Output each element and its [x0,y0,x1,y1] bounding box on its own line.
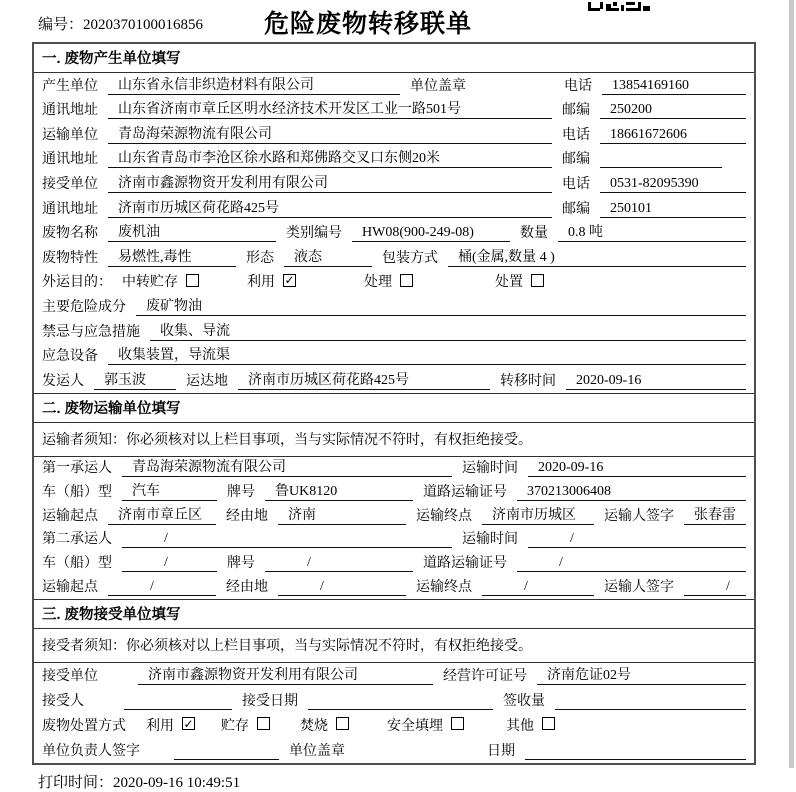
field-value: / [278,579,406,596]
field-label: 经由地 [226,579,268,595]
field-value: 济南 [278,504,406,525]
check-mark-icon: ✓ [284,273,295,288]
print-time-line [38,771,796,792]
field-value: HW08(900-249-08) [352,225,510,242]
form-row [34,98,754,123]
form-row [34,122,754,147]
field-label: 运输起点 [42,579,98,595]
section-heading-transporter: 二. 废物运输单位填写 [34,393,754,423]
form-row [34,368,754,393]
checkbox-label: 利用 [146,718,174,734]
field-value: 250101 [600,201,746,218]
field-value: / [122,555,217,572]
form-row [34,73,754,98]
field-value: 济南市历城区荷花路425号 [108,197,552,218]
form-row [34,688,754,713]
field-value: 250200 [600,102,746,119]
field-label: 邮编 [562,201,590,217]
field-label: 邮编 [562,152,590,168]
field-label: 运达地 [186,373,228,389]
field-label: 运输时间 [462,461,518,477]
checkbox-field [506,715,555,735]
checkbox-unchecked [186,274,199,287]
form-row [34,319,754,344]
section-heading-producer: 一. 废物产生单位填写 [34,44,754,73]
field-label: 废物特性 [42,250,98,266]
checkbox-unchecked [542,717,555,730]
field-value: / [108,579,216,596]
form-row [34,270,754,295]
field-label: 牌号 [227,556,255,572]
form-row [34,245,754,270]
form-row [34,221,754,246]
form-row [34,551,754,575]
field-label: 经营许可证号 [443,668,527,684]
checkbox-field [364,271,413,291]
field-label: 单位盖章 [289,743,345,759]
field-label: 通讯地址 [42,201,98,217]
field-label: 接受人 [42,693,84,709]
field-label: 第一承运人 [42,461,112,477]
form-row [34,528,754,552]
field-value: 2020-09-16 [566,373,746,390]
field-value: 济南市鑫源物资开发利用有限公司 [138,664,433,685]
field-value [600,151,722,168]
field-value: 370213006408 [517,484,746,501]
checkbox-field [495,271,544,291]
form-row [34,344,754,369]
checkbox-unchecked [257,717,270,730]
field-value: / [517,555,746,572]
field-value: 液态 [284,246,372,267]
form-row [34,294,754,319]
field-label: 外运目的： [42,275,112,291]
field-label: 废物名称 [42,226,98,242]
page-edge-strip [789,0,794,768]
field-value: 易燃性,毒性 [108,246,236,267]
checkbox-label: 中转贮存 [122,275,178,291]
section-receiver [34,599,754,763]
field-label: 车（船）型 [42,485,112,501]
field-value: 青岛海荣源物流有限公司 [122,456,452,477]
field-value: 济南市鑫源物资开发利用有限公司 [108,172,552,193]
field-value: 收集、导流 [150,320,746,341]
field-value: 废矿物油 [136,295,746,316]
field-label: 签收量 [503,693,545,709]
field-value: / [265,555,413,572]
checkbox-field [387,715,464,735]
checkbox-label: 其他 [506,718,534,734]
field-label: 电话 [564,78,592,94]
field-value [174,743,279,760]
checkbox-field [146,715,195,735]
document-title: 危险废物转移联单 [263,10,472,38]
field-label: 单位盖章 [410,78,466,94]
field-label: 禁忌与应急措施 [42,324,140,340]
form-row [34,196,754,221]
field-value [308,693,493,710]
field-label: 应急设备 [42,349,98,365]
print-time-value: 2020-09-16 10:49:51 [113,774,241,791]
field-label: 第二承运人 [42,532,112,548]
field-label: 主要危险成分 [42,299,126,315]
checkbox-field [122,271,199,291]
field-label: 经由地 [226,508,268,524]
checkbox-label: 安全填埋 [387,718,443,734]
field-value: 汽车 [122,480,217,501]
field-label: 牌号 [227,485,255,501]
field-value: 济南危证02号 [537,664,746,685]
field-value: 青岛海荣源物流有限公司 [108,123,552,144]
print-time-label: 打印时间： [38,774,114,791]
field-value: 废机油 [108,221,276,242]
field-value: 2020-09-16 [528,460,746,477]
field-value: 桶(金属,数量 4 ) [448,246,746,267]
form-row [34,713,754,738]
checkbox-label: 利用 [247,275,275,291]
check-mark-icon: ✓ [183,716,194,731]
section-transporter [34,393,754,599]
field-value: / [122,531,452,548]
form-row [34,738,754,763]
field-label: 转移时间 [500,373,556,389]
form-row [34,663,754,688]
field-label: 车（船）型 [42,556,112,572]
field-label: 接受单位 [42,668,98,684]
field-value: 18661672606 [600,127,746,144]
field-label: 发运人 [42,373,84,389]
field-label: 运输人签字 [604,579,674,595]
field-label: 运输单位 [42,127,98,143]
checkbox-label: 处理 [364,275,392,291]
form-row [34,147,754,172]
field-value [124,693,232,710]
field-value: / [684,579,746,596]
field-label: 运输终点 [416,579,472,595]
field-value: 山东省济南市章丘区明水经济技术开发区工业一路501号 [108,98,552,119]
notice-transporter: 运输者须知：你必须核对以上栏目事项，当与实际情况不符时，有权拒绝接受。 [34,423,754,457]
field-label: 通讯地址 [42,152,98,168]
field-label: 运输人签字 [604,508,674,524]
checkbox-unchecked [400,274,413,287]
field-value: 鲁UK8120 [265,480,413,501]
form-row [34,171,754,196]
checkbox-checked [283,274,296,287]
checkbox-unchecked [451,717,464,730]
section-producer [34,44,754,393]
field-label: 接受单位 [42,176,98,192]
serial-label: 编号： [38,17,84,33]
form-row [34,457,754,481]
field-label: 包装方式 [382,250,438,266]
field-label: 道路运输证号 [423,485,507,501]
field-value: 0531-82095390 [600,176,746,193]
field-value: 山东省青岛市李沧区徐水路和郑佛路交叉口东侧20米 [108,147,552,168]
checkbox-label: 处置 [495,275,523,291]
checkbox-field [300,715,349,735]
checkbox-checked [182,717,195,730]
field-label: 类别编号 [286,226,342,242]
field-label: 道路运输证号 [423,556,507,572]
field-value: 13854169160 [602,78,746,95]
checkbox-unchecked [531,274,544,287]
field-value: 山东省永信非织造材料有限公司 [108,74,400,95]
field-label: 运输起点 [42,508,98,524]
field-label: 邮编 [562,103,590,119]
field-label: 电话 [562,127,590,143]
field-value: 济南市历城区 [482,504,594,525]
document-header [0,0,796,42]
field-label: 形态 [246,250,274,266]
manifest-form-table [32,42,756,765]
notice-receiver: 接受者须知：你必须核对以上栏目事项，当与实际情况不符时，有权拒绝接受。 [34,629,754,663]
field-label: 接受日期 [242,693,298,709]
field-label: 数量 [520,226,548,242]
field-value [555,693,746,710]
field-label: 通讯地址 [42,103,98,119]
field-value: 张春雷 [684,504,746,525]
field-label: 产生单位 [42,78,98,94]
field-label: 电话 [562,176,590,192]
form-row [34,504,754,528]
section-heading-receiver: 三. 废物接受单位填写 [34,599,754,629]
field-value: 0.8 吨 [558,221,746,242]
checkbox-field [247,271,296,291]
field-value: 收集装置，导流渠 [108,344,746,365]
form-row [34,480,754,504]
checkbox-field [221,715,270,735]
serial-value: 2020370100016856 [83,17,204,33]
field-label: 单位负责人签字 [42,743,140,759]
field-label: 运输终点 [416,508,472,524]
field-value: 郭玉波 [94,369,176,390]
field-value: 济南市章丘区 [108,504,216,525]
checkbox-label: 贮存 [221,718,249,734]
field-value [525,743,746,760]
field-value: / [482,579,594,596]
checkbox-label: 焚烧 [300,718,328,734]
checkbox-unchecked [336,717,349,730]
field-label: 废物处置方式 [42,718,126,734]
field-label: 运输时间 [462,532,518,548]
field-value: 济南市历城区荷花路425号 [238,369,490,390]
field-value: / [528,531,746,548]
form-row [34,575,754,599]
field-label: 日期 [487,743,515,759]
